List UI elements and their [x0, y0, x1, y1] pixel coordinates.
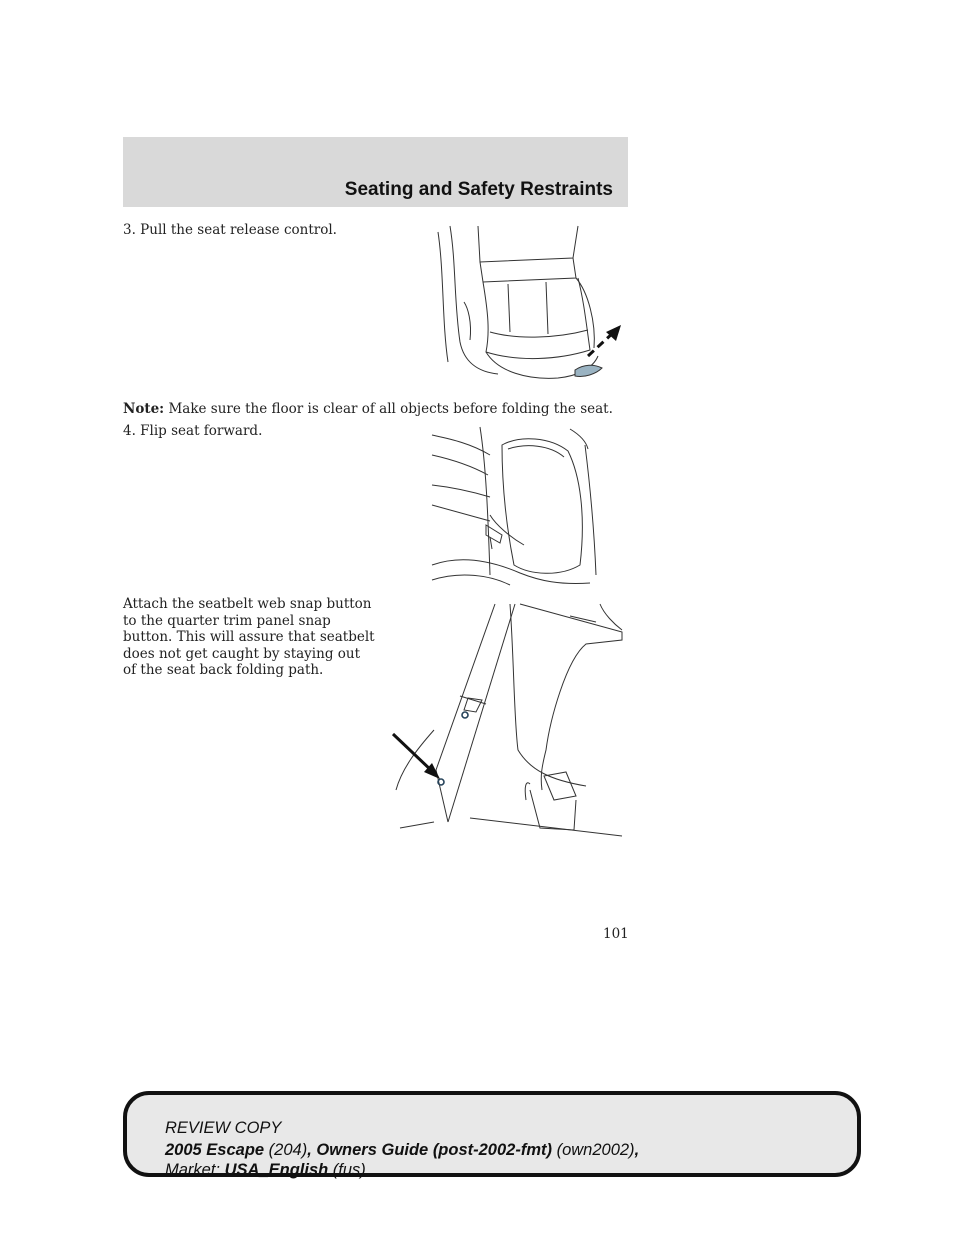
step-3-text: 3. Pull the seat release control.	[123, 222, 337, 238]
guide-code: (own2002)	[552, 1141, 635, 1159]
seat-release-illustration	[428, 222, 628, 382]
note-paragraph	[123, 401, 613, 418]
attach-line: Attach the seatbelt web snap button	[123, 596, 372, 612]
attach-paragraph	[123, 596, 383, 679]
attach-line: button. This will assure that seatbelt	[123, 629, 375, 645]
note-label: Note:	[123, 401, 165, 417]
market-name: USA_English	[224, 1161, 329, 1179]
seat-flip-illustration	[430, 425, 600, 587]
separator: ,	[634, 1141, 640, 1159]
page-number: 101	[603, 926, 629, 942]
review-copy-label: REVIEW COPY	[165, 1119, 282, 1137]
market-label: Market:	[165, 1161, 225, 1179]
market-code: (fus)	[328, 1161, 366, 1179]
section-title: Seating and Safety Restraints	[344, 179, 613, 200]
review-copy-footer	[123, 1091, 861, 1177]
model-code: (204)	[264, 1141, 308, 1159]
model-name: 2005 Escape	[165, 1141, 265, 1159]
attach-line: to the quarter trim panel snap	[123, 612, 331, 629]
guide-name: Owners Guide (post-2002-fmt)	[316, 1141, 552, 1159]
attach-line: does not get caught by staying out	[123, 645, 361, 662]
market-line	[165, 1161, 366, 1180]
note-text: Make sure the floor is clear of all objects before folding the seat.	[164, 401, 613, 417]
seatbelt-snap-illustration	[390, 600, 628, 840]
step-4-text: 4. Flip seat forward.	[123, 423, 263, 439]
attach-line: of the seat back folding path.	[123, 662, 324, 678]
section-header-band	[123, 137, 628, 207]
document-info-line	[165, 1141, 639, 1160]
separator: ,	[307, 1141, 317, 1159]
